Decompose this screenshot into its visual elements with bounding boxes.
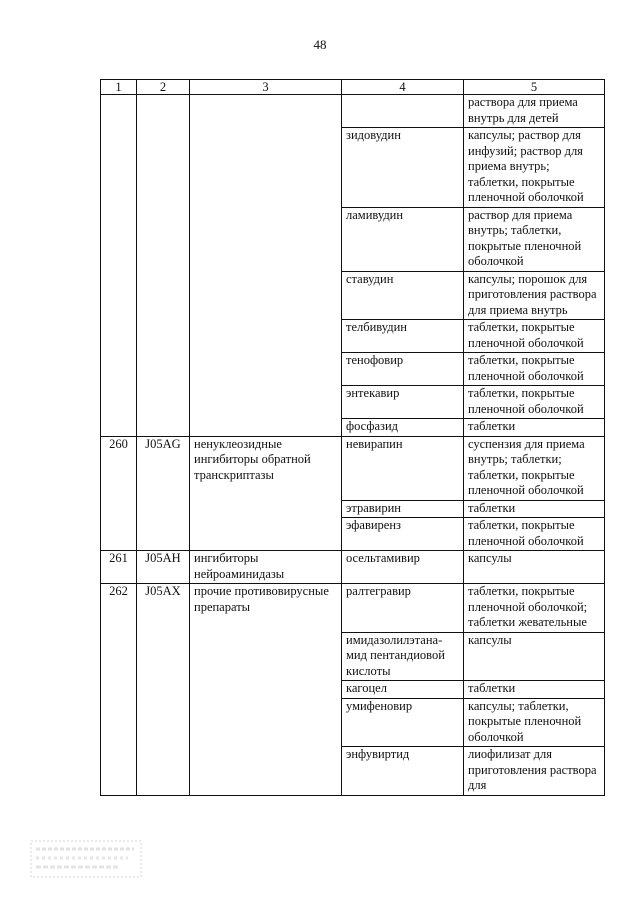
column-header: 1 (101, 80, 137, 95)
drug-name-cell: имидазолилэтана-мид пентандиовой кислоты (342, 632, 464, 681)
dosage-form-cell: таблетки, покрытые пленочной оболочкой (464, 386, 605, 419)
column-header: 4 (342, 80, 464, 95)
dosage-form-cell: таблетки, покрытые пленочной оболочкой; таблетки жевательные (464, 584, 605, 633)
column-header: 3 (190, 80, 342, 95)
drug-name-cell: энфувиртид (342, 747, 464, 796)
drug-name-cell: тенофовир (342, 353, 464, 386)
dosage-form-cell: лиофилизат для приготовления раствора для (464, 747, 605, 796)
dosage-form-cell: таблетки, покрытые пленочной оболочкой (464, 518, 605, 551)
drug-name-cell (342, 95, 464, 128)
dosage-form-cell: таблетки (464, 419, 605, 437)
drug-name-cell: этравирин (342, 500, 464, 518)
atc-code-cell (137, 95, 190, 437)
drug-name-cell: телбивудин (342, 320, 464, 353)
table-row (101, 551, 605, 584)
dosage-form-cell: таблетки (464, 681, 605, 699)
drug-name-cell: осельтамивир (342, 551, 464, 584)
drug-name-cell: энтекавир (342, 386, 464, 419)
dosage-form-cell: таблетки, покрытые пленочной оболочкой (464, 320, 605, 353)
column-header: 2 (137, 80, 190, 95)
drug-name-cell: зидовудин (342, 128, 464, 208)
dosage-form-cell: капсулы; порошок для приготовления раствора для приема внутрь (464, 271, 605, 320)
atc-code-cell: J05AH (137, 551, 190, 584)
dosage-form-cell: капсулы (464, 632, 605, 681)
drug-name-cell: кагоцел (342, 681, 464, 699)
table-row (101, 95, 605, 128)
dosage-form-cell: таблетки (464, 500, 605, 518)
table-row (101, 436, 605, 500)
dosage-form-cell: капсулы (464, 551, 605, 584)
row-number-cell: 261 (101, 551, 137, 584)
drug-name-cell: ламивудин (342, 207, 464, 271)
drug-table (100, 79, 605, 796)
dosage-form-cell: раствор для приема внутрь; таблетки, покрытые пленочной оболочкой (464, 207, 605, 271)
row-number-cell: 262 (101, 584, 137, 796)
group-cell: ненуклеозидные ингибиторы обратной транскриптазы (190, 436, 342, 551)
atc-code-cell: J05AG (137, 436, 190, 551)
drug-name-cell: ставудин (342, 271, 464, 320)
group-cell: прочие противовирусные препараты (190, 584, 342, 796)
header-row (101, 80, 605, 95)
table-row (101, 584, 605, 633)
group-cell: ингибиторы нейроаминидазы (190, 551, 342, 584)
column-header: 5 (464, 80, 605, 95)
drug-name-cell: ралтегравир (342, 584, 464, 633)
row-number-cell (101, 95, 137, 437)
dosage-form-cell: таблетки, покрытые пленочной оболочкой (464, 353, 605, 386)
drug-name-cell: эфавиренз (342, 518, 464, 551)
dosage-form-cell: раствора для приема внутрь для детей (464, 95, 605, 128)
dosage-form-cell: капсулы; таблетки, покрытые пленочной оболочкой (464, 698, 605, 747)
dosage-form-cell: капсулы; раствор для инфузий; раствор для приема внутрь; таблетки, покрытые пленочной оболочкой (464, 128, 605, 208)
page-number: 48 (313, 37, 327, 52)
drug-name-cell: фосфазид (342, 419, 464, 437)
dosage-form-cell: суспензия для приема внутрь; таблетки; таблетки, покрытые пленочной оболочкой (464, 436, 605, 500)
drug-name-cell: невирапин (342, 436, 464, 500)
faint-stamp-image (30, 840, 142, 878)
row-number-cell: 260 (101, 436, 137, 551)
group-cell (190, 95, 342, 437)
drug-name-cell: умифеновир (342, 698, 464, 747)
atc-code-cell: J05AX (137, 584, 190, 796)
